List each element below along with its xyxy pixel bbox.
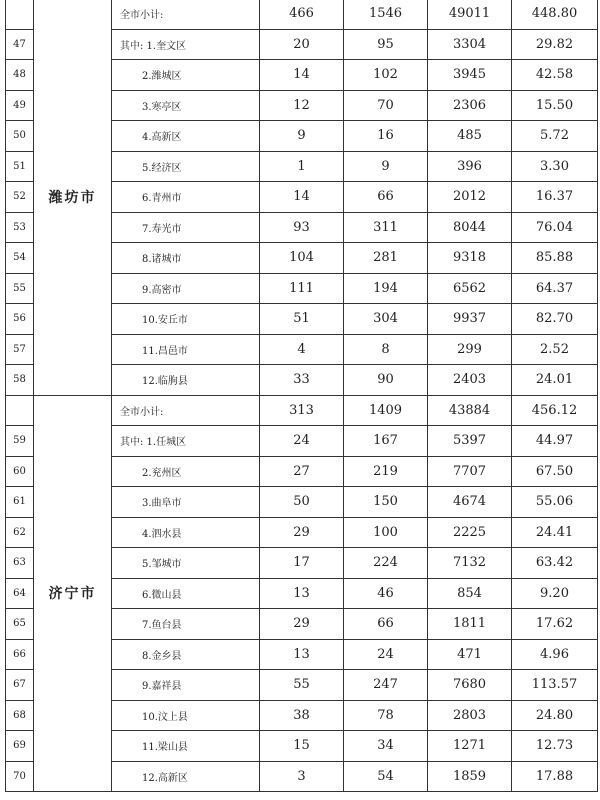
table-body: [6, 0, 598, 792]
cell-value: 50: [260, 487, 344, 518]
district-name: 10.安丘市: [112, 304, 260, 335]
cell-value: 55: [260, 670, 344, 701]
subtotal-value: 1546: [344, 0, 428, 29]
row-number: 56: [6, 304, 34, 335]
district-name: 其中: 1.奎文区: [112, 29, 260, 60]
cell-value: 3.30: [512, 151, 598, 182]
cell-value: 2803: [428, 700, 512, 731]
cell-value: 247: [344, 670, 428, 701]
cell-value: 9318: [428, 243, 512, 274]
cell-value: 4: [260, 334, 344, 365]
cell-value: 1811: [428, 609, 512, 640]
district-name: 4.泗水县: [112, 517, 260, 548]
subtotal-value: 448.80: [512, 0, 598, 29]
cell-value: 304: [344, 304, 428, 335]
cell-value: 7680: [428, 670, 512, 701]
subtotal-row: [6, 395, 598, 426]
row-number: 48: [6, 60, 34, 91]
row-number: 54: [6, 243, 34, 274]
district-name: 2.潍城区: [112, 60, 260, 91]
cell-value: 12.73: [512, 731, 598, 762]
district-name: 3.寒亭区: [112, 90, 260, 121]
cell-value: 299: [428, 334, 512, 365]
row-number: 62: [6, 517, 34, 548]
district-name: 5.邹城市: [112, 548, 260, 579]
city-name: 济宁市: [34, 395, 112, 792]
cell-value: 111: [260, 273, 344, 304]
cell-value: 24: [344, 639, 428, 670]
cell-value: 7132: [428, 548, 512, 579]
cell-value: 67.50: [512, 456, 598, 487]
cell-value: 24.41: [512, 517, 598, 548]
cell-value: 76.04: [512, 212, 598, 243]
subtotal-row: [6, 0, 598, 29]
row-number: 66: [6, 639, 34, 670]
subtotal-value: 313: [260, 395, 344, 426]
cell-value: 396: [428, 151, 512, 182]
cell-value: 1859: [428, 761, 512, 792]
district-name: 12.高新区: [112, 761, 260, 792]
cell-value: 63.42: [512, 548, 598, 579]
cell-value: 20: [260, 29, 344, 60]
cell-value: 33: [260, 365, 344, 396]
cell-value: 13: [260, 578, 344, 609]
row-number: 59: [6, 426, 34, 457]
subtotal-label: 全市小计:: [112, 395, 260, 426]
district-name: 4.高新区: [112, 121, 260, 152]
cell-value: 9: [260, 121, 344, 152]
row-number: 63: [6, 548, 34, 579]
cell-value: 64.37: [512, 273, 598, 304]
subtotal-label: 全市小计:: [112, 0, 260, 29]
row-number: 70: [6, 761, 34, 792]
cell-value: 9937: [428, 304, 512, 335]
cell-value: 471: [428, 639, 512, 670]
district-name: 8.诸城市: [112, 243, 260, 274]
district-name: 12.临朐县: [112, 365, 260, 396]
cell-value: 66: [344, 182, 428, 213]
cell-value: 44.97: [512, 426, 598, 457]
row-number: 55: [6, 273, 34, 304]
row-number: 65: [6, 609, 34, 640]
row-number: 47: [6, 29, 34, 60]
cell-value: 95: [344, 29, 428, 60]
subtotal-value: 43884: [428, 395, 512, 426]
cell-value: 93: [260, 212, 344, 243]
cell-value: 54: [344, 761, 428, 792]
cell-value: 485: [428, 121, 512, 152]
cell-value: 6562: [428, 273, 512, 304]
cell-value: 2225: [428, 517, 512, 548]
cell-value: 16.37: [512, 182, 598, 213]
cell-value: 16: [344, 121, 428, 152]
row-number: 69: [6, 731, 34, 762]
district-name: 3.曲阜市: [112, 487, 260, 518]
cell-value: 14: [260, 182, 344, 213]
cell-value: 3: [260, 761, 344, 792]
subtotal-value: 1409: [344, 395, 428, 426]
cell-value: 15: [260, 731, 344, 762]
row-number: 50: [6, 121, 34, 152]
cell-value: 24.80: [512, 700, 598, 731]
cell-value: 38: [260, 700, 344, 731]
cell-value: 194: [344, 273, 428, 304]
cell-value: 281: [344, 243, 428, 274]
cell-value: 2.52: [512, 334, 598, 365]
district-name: 7.鱼台县: [112, 609, 260, 640]
cell-value: 29.82: [512, 29, 598, 60]
cell-value: 24: [260, 426, 344, 457]
cell-value: 66: [344, 609, 428, 640]
cell-value: 102: [344, 60, 428, 91]
cell-value: 82.70: [512, 304, 598, 335]
row-number: 49: [6, 90, 34, 121]
cell-value: 1271: [428, 731, 512, 762]
cell-value: 42.58: [512, 60, 598, 91]
cell-value: 311: [344, 212, 428, 243]
cell-value: 13: [260, 639, 344, 670]
district-name: 6.青州市: [112, 182, 260, 213]
district-name: 11.昌邑市: [112, 334, 260, 365]
cell-value: 219: [344, 456, 428, 487]
cell-value: 78: [344, 700, 428, 731]
row-number: 52: [6, 182, 34, 213]
cell-value: 9.20: [512, 578, 598, 609]
cell-value: 9: [344, 151, 428, 182]
cell-value: 3945: [428, 60, 512, 91]
row-number: 61: [6, 487, 34, 518]
cell-value: 51: [260, 304, 344, 335]
cell-value: 4.96: [512, 639, 598, 670]
cell-value: 2403: [428, 365, 512, 396]
row-number: [6, 395, 34, 426]
cell-value: 27: [260, 456, 344, 487]
district-name: 11.梁山县: [112, 731, 260, 762]
cell-value: 4674: [428, 487, 512, 518]
cell-value: 7707: [428, 456, 512, 487]
row-number: 60: [6, 456, 34, 487]
cell-value: 55.06: [512, 487, 598, 518]
cell-value: 15.50: [512, 90, 598, 121]
cell-value: 17: [260, 548, 344, 579]
cell-value: 85.88: [512, 243, 598, 274]
cell-value: 854: [428, 578, 512, 609]
row-number: 57: [6, 334, 34, 365]
district-name: 6.微山县: [112, 578, 260, 609]
district-name: 其中: 1.任城区: [112, 426, 260, 457]
row-number: 53: [6, 212, 34, 243]
cell-value: 8044: [428, 212, 512, 243]
cell-value: 100: [344, 517, 428, 548]
cell-value: 5397: [428, 426, 512, 457]
subtotal-value: 466: [260, 0, 344, 29]
cell-value: 24.01: [512, 365, 598, 396]
cell-value: 90: [344, 365, 428, 396]
district-name: 9.高密市: [112, 273, 260, 304]
cell-value: 113.57: [512, 670, 598, 701]
district-name: 5.经济区: [112, 151, 260, 182]
cell-value: 8: [344, 334, 428, 365]
cell-value: 46: [344, 578, 428, 609]
cell-value: 1: [260, 151, 344, 182]
cell-value: 34: [344, 731, 428, 762]
cell-value: 2012: [428, 182, 512, 213]
subtotal-value: 49011: [428, 0, 512, 29]
cell-value: 150: [344, 487, 428, 518]
subtotal-value: 456.12: [512, 395, 598, 426]
cell-value: 17.88: [512, 761, 598, 792]
row-number: 64: [6, 578, 34, 609]
cell-value: 224: [344, 548, 428, 579]
row-number: 67: [6, 670, 34, 701]
cell-value: 12: [260, 90, 344, 121]
cell-value: 2306: [428, 90, 512, 121]
district-name: 10.汶上县: [112, 700, 260, 731]
district-name: 8.金乡县: [112, 639, 260, 670]
cell-value: 14: [260, 60, 344, 91]
cell-value: 17.62: [512, 609, 598, 640]
row-number: [6, 0, 34, 29]
cell-value: 70: [344, 90, 428, 121]
statistics-table: [5, 0, 598, 792]
row-number: 51: [6, 151, 34, 182]
cell-value: 29: [260, 517, 344, 548]
cell-value: 167: [344, 426, 428, 457]
district-name: 9.嘉祥县: [112, 670, 260, 701]
district-name: 2.兖州区: [112, 456, 260, 487]
cell-value: 104: [260, 243, 344, 274]
cell-value: 29: [260, 609, 344, 640]
row-number: 58: [6, 365, 34, 396]
city-name: 潍坊市: [34, 0, 112, 395]
row-number: 68: [6, 700, 34, 731]
cell-value: 3304: [428, 29, 512, 60]
district-name: 7.寿光市: [112, 212, 260, 243]
cell-value: 5.72: [512, 121, 598, 152]
